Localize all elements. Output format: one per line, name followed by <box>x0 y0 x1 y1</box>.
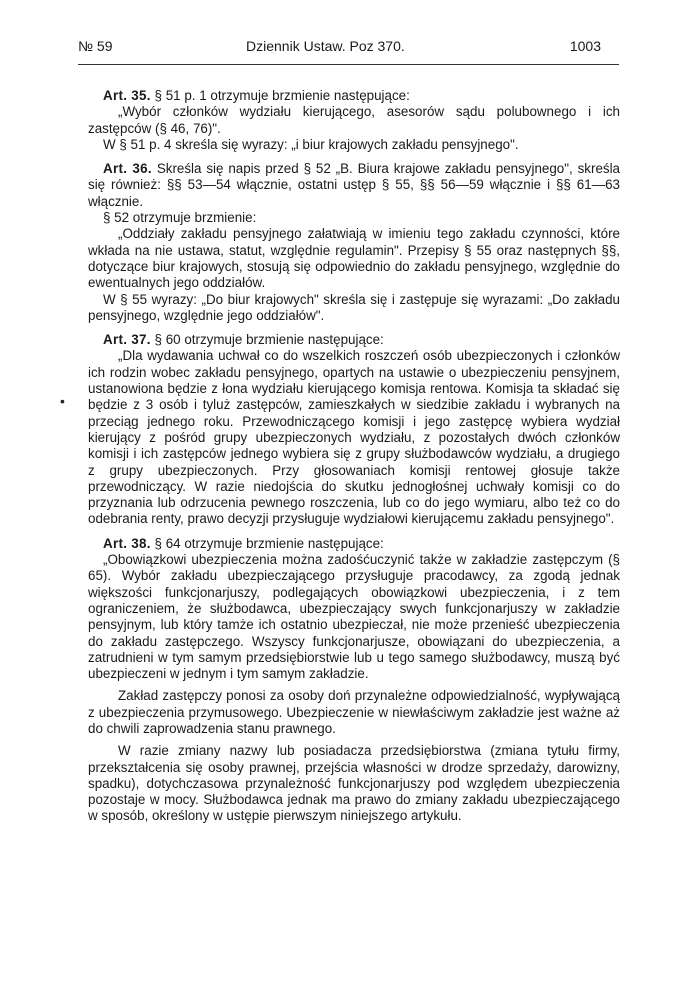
article-38-paragraph: Zakład zastępczy ponosi za osoby doń przynależne odpowiedzialność, wypływającą z ubezpieczenia przymusowego. Ubezpieczenie w niewłaściwym zakładzie jest ważne aż do chwili zaprowadzenia stanu prawnego. <box>88 688 620 736</box>
article-35-heading <box>88 88 620 104</box>
article-35-paragraph: W § 51 p. 4 skreśla się wyrazy: „i biur krajowych zakładu pensyjnego". <box>103 136 519 152</box>
page-number: 1003 <box>569 38 601 54</box>
journal-title: Dziennik Ustaw. Poz 370. <box>246 38 405 54</box>
page-header <box>78 34 601 60</box>
article-label: Art. 37. <box>103 332 151 348</box>
article-text: Skreśla się napis przed § 52 „B. Biura krajowe zakładu pensyjnego", skreśla się również: §§ 53—54 włącznie, ostatni ustęp § 55, §§ 56—59 włącznie i §§ 61—63 włącznie. <box>88 161 621 209</box>
article-38-heading <box>88 536 620 552</box>
article-label: Art. 36. <box>103 161 152 177</box>
article-35-quote: „Wybór członków wydziału kierującego, asesorów sądu polubownego i ich zastępców (§ 46, 76)". <box>88 104 620 136</box>
journal-number: № 59 <box>78 38 113 54</box>
article-36-paragraph: W § 55 wyrazy: „Do biur krajowych" skreśla się i zastępuje się wyrazami: „Do zakładu pensyjnego, względnie jego oddziałów". <box>88 291 620 323</box>
article-38-paragraph: W razie zmiany nazwy lub posiadacza przedsiębiorstwa (zmiana tytułu firmy, przekształcenia się osoby prawnej, przejścia własności w drodze sprzedaży, darowizny, spadku), dotychczasowa przynależność funkcjonarjuszy pod względem ubezpieczenia pozostaje w mocy. Służbodawca jednak ma prawo do zmiany zakładu ubezpieczającego w sposób, określony w ustępie pierwszym niniejszego artykułu. <box>88 743 620 824</box>
article-label: Art. 38. <box>103 535 151 551</box>
article-text: § 64 otrzymuje brzmienie następujące: <box>154 535 384 551</box>
header-rule <box>78 64 619 65</box>
article-37-quote: „Dla wydawania uchwał co do wszelkich roszczeń osób ubezpieczonych i członków ich rodzin wobec zakładu pensyjnego, opartych na ustawie o ubezpieczeniu pensyjnem, ustanowiona będzie z łona wydziału kierującego komisja rentowa. Komisja ta składać się będzie z 3 osób i tyluż zastępców, zamieszkałych w siedzibie zakładu i wybranych na przeciąg jednego roku. Przewodniczącego komisji i jego zastępcę wybiera wydział kierujący z pośród grupy ubezpieczonych wydziału, z pozostałych dwóch członków komisji i ich zastępców jednego wybiera się z grupy służbodawców wydziału, a drugiego z grupy ubezpieczonych. Przy głosowaniach komisji rentowej głosuje także przewodniczący. W razie niedojścia do skutku jednogłośnej uchwały komisji co do przyznania lub odrzucenia pewnego roszczenia, lub co do jego wymiaru, albo też co do odebrania renty, prawo decyzji przysługuje wydziałowi kierującemu zakładu pensyjnego". <box>88 348 620 527</box>
margin-mark: • <box>60 393 65 409</box>
article-36-paragraph: § 52 otrzymuje brzmienie: <box>103 210 257 226</box>
article-38-quote: „Obowiązkowi ubezpieczenia można zadośćuczynić także w zakładzie zastępczym (§ 65). Wybór zakładu ubezpieczającego przysługuje pracodawcy, za zgodą jednak większości funkcjonarjuszy, podlegających obowiązkowi ubezpieczenia, i z tem ograniczeniem, że służbodawca, ubezpieczający swych funkcjonarjuszy w zakładzie pensyjnym, lub który tamże ich ostatnio ubezpieczał, nie może przenieść ubezpieczenia do zakładu zastępczego. Wszyscy funkcjonarjusze, obowiązani do ubezpieczenia, a zatrudnieni w tym samym przedsiębiorstwie lub u tego samego służbodawcy, muszą być ubezpieczeni w jednym i tym samym zakładzie. <box>88 552 620 682</box>
document-body <box>88 88 620 825</box>
article-36-quote: „Oddziały zakładu pensyjnego załatwiają w imieniu tego zakładu czynności, które wkłada na nie ustawa, statut, względnie regulamin". Przepisy § 55 oraz następnych §§, dotyczące biur krajowych, stosują się odpowiednio do zakładu pensyjnego, względnie do ewentualnych jego oddziałów. <box>88 226 620 291</box>
article-36-heading <box>88 161 620 210</box>
article-37-heading <box>88 332 620 348</box>
article-text: § 60 otrzymuje brzmienie następujące: <box>154 332 384 348</box>
article-text: § 51 p. 1 otrzymuje brzmienie następujące: <box>154 88 410 103</box>
article-label: Art. 35. <box>103 88 151 103</box>
